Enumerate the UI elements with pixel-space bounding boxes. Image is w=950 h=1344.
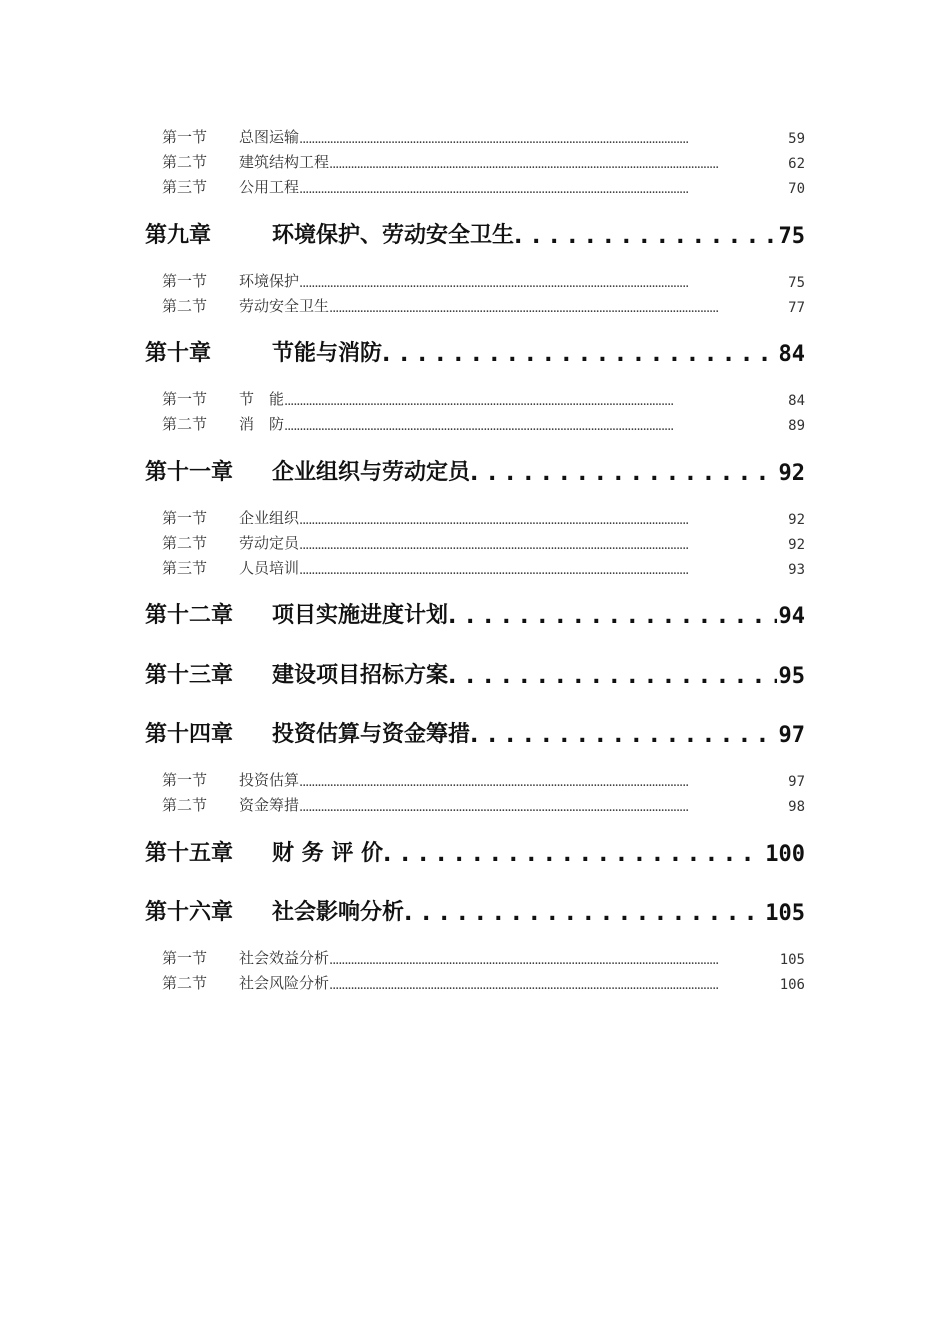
chapter-number: 第十章 bbox=[145, 341, 212, 366]
page-number: 97 bbox=[788, 774, 805, 790]
chapter-number: 第十三章 bbox=[145, 663, 234, 688]
section-number: 第二节 bbox=[162, 415, 208, 433]
section-number: 第一节 bbox=[162, 771, 208, 789]
section-title: 公用工程 bbox=[239, 178, 300, 196]
section-title: 环境保护 bbox=[239, 272, 300, 290]
page-number: 95 bbox=[778, 664, 805, 689]
section-number: 第二节 bbox=[162, 297, 208, 315]
dot-leader bbox=[329, 978, 778, 993]
toc-section-entry[interactable] bbox=[162, 946, 805, 968]
chapter-title: 项目实施进度计划 bbox=[272, 603, 449, 628]
dot-leader bbox=[299, 800, 786, 815]
toc-section-entry[interactable] bbox=[162, 125, 805, 147]
section-title: 劳动定员 bbox=[239, 534, 300, 552]
toc-chapter-entry[interactable] bbox=[145, 837, 805, 867]
chapter-title: 企业组织与劳动定员 bbox=[272, 460, 471, 485]
section-title: 劳动安全卫生 bbox=[239, 297, 330, 315]
chapter-title: 环境保护、劳动安全卫生 bbox=[272, 223, 515, 248]
toc-chapter-entry[interactable] bbox=[145, 219, 805, 249]
section-number: 第二节 bbox=[162, 153, 208, 171]
toc-section-entry[interactable] bbox=[162, 175, 805, 197]
toc-section-entry[interactable] bbox=[162, 971, 805, 993]
section-title: 消 防 bbox=[239, 415, 285, 433]
toc-section-entry[interactable] bbox=[162, 531, 805, 553]
dot-leader bbox=[448, 604, 776, 629]
page-number: 94 bbox=[778, 604, 805, 629]
chapter-title: 节能与消防 bbox=[272, 341, 383, 366]
chapter-title: 社会影响分析 bbox=[272, 900, 405, 925]
page-number: 92 bbox=[788, 512, 805, 528]
page-number: 98 bbox=[788, 799, 805, 815]
chapter-number: 第十六章 bbox=[145, 900, 234, 925]
page-number: 100 bbox=[765, 842, 805, 867]
toc-section-entry[interactable] bbox=[162, 556, 805, 578]
dot-leader bbox=[383, 842, 763, 867]
section-number: 第一节 bbox=[162, 272, 208, 290]
page-number: 97 bbox=[778, 723, 805, 748]
page-number: 70 bbox=[788, 181, 805, 197]
dot-leader bbox=[329, 157, 786, 172]
toc-chapter-entry[interactable] bbox=[145, 718, 805, 748]
dot-leader bbox=[299, 132, 786, 147]
section-title: 总图运输 bbox=[239, 128, 300, 146]
section-title: 建筑结构工程 bbox=[239, 153, 330, 171]
dot-leader bbox=[299, 538, 786, 553]
page-number: 75 bbox=[778, 224, 805, 249]
dot-leader bbox=[329, 953, 778, 968]
page-number: 75 bbox=[788, 275, 805, 291]
dot-leader bbox=[329, 301, 786, 316]
chapter-number: 第十五章 bbox=[145, 841, 234, 866]
page-number: 84 bbox=[788, 393, 805, 409]
page-number: 92 bbox=[778, 461, 805, 486]
toc-chapter-entry[interactable] bbox=[145, 659, 805, 689]
dot-leader bbox=[470, 461, 776, 486]
page-number: 106 bbox=[779, 977, 805, 993]
toc-section-entry[interactable] bbox=[162, 793, 805, 815]
chapter-number: 第十二章 bbox=[145, 603, 234, 628]
toc-chapter-entry[interactable] bbox=[145, 599, 805, 629]
section-title: 社会风险分析 bbox=[239, 974, 330, 992]
dot-leader bbox=[299, 276, 786, 291]
dot-leader bbox=[299, 182, 786, 197]
section-title: 投资估算 bbox=[239, 771, 300, 789]
section-title: 社会效益分析 bbox=[239, 949, 330, 967]
toc-section-entry[interactable] bbox=[162, 294, 805, 316]
chapter-number: 第十一章 bbox=[145, 460, 234, 485]
dot-leader bbox=[299, 513, 786, 528]
section-title: 资金筹措 bbox=[239, 796, 300, 814]
section-number: 第一节 bbox=[162, 390, 208, 408]
page-number: 77 bbox=[788, 300, 805, 316]
chapter-number: 第九章 bbox=[145, 223, 212, 248]
section-title: 节 能 bbox=[239, 390, 285, 408]
chapter-title: 投资估算与资金筹措 bbox=[272, 722, 471, 747]
toc-chapter-entry[interactable] bbox=[145, 896, 805, 926]
toc-section-entry[interactable] bbox=[162, 768, 805, 790]
section-title: 企业组织 bbox=[239, 509, 300, 527]
section-number: 第二节 bbox=[162, 534, 208, 552]
toc-section-entry[interactable] bbox=[162, 506, 805, 528]
page-number: 84 bbox=[778, 342, 805, 367]
section-title: 人员培训 bbox=[239, 559, 300, 577]
page-number: 92 bbox=[788, 537, 805, 553]
section-number: 第三节 bbox=[162, 178, 208, 196]
chapter-title: 建设项目招标方案 bbox=[272, 663, 449, 688]
dot-leader bbox=[299, 563, 786, 578]
dot-leader bbox=[514, 224, 776, 249]
dot-leader bbox=[284, 419, 786, 434]
toc-section-entry[interactable] bbox=[162, 412, 805, 434]
toc-section-entry[interactable] bbox=[162, 150, 805, 172]
chapter-title: 财 务 评 价 bbox=[272, 841, 383, 866]
toc-section-entry[interactable] bbox=[162, 387, 805, 409]
page-number: 105 bbox=[765, 901, 805, 926]
toc-chapter-entry[interactable] bbox=[145, 456, 805, 486]
section-number: 第二节 bbox=[162, 974, 208, 992]
dot-leader bbox=[299, 775, 786, 790]
dot-leader bbox=[284, 394, 786, 409]
dot-leader bbox=[404, 901, 763, 926]
page-number: 105 bbox=[779, 952, 805, 968]
section-number: 第三节 bbox=[162, 559, 208, 577]
page-number: 89 bbox=[788, 418, 805, 434]
dot-leader bbox=[470, 723, 776, 748]
section-number: 第一节 bbox=[162, 949, 208, 967]
page-number: 62 bbox=[788, 156, 805, 172]
section-number: 第一节 bbox=[162, 128, 208, 146]
section-number: 第一节 bbox=[162, 509, 208, 527]
toc-chapter-entry[interactable] bbox=[145, 337, 805, 367]
toc-section-entry[interactable] bbox=[162, 269, 805, 291]
page-number: 59 bbox=[788, 131, 805, 147]
page-number: 93 bbox=[788, 562, 805, 578]
chapter-number: 第十四章 bbox=[145, 722, 234, 747]
dot-leader bbox=[448, 664, 776, 689]
dot-leader bbox=[382, 342, 776, 367]
section-number: 第二节 bbox=[162, 796, 208, 814]
